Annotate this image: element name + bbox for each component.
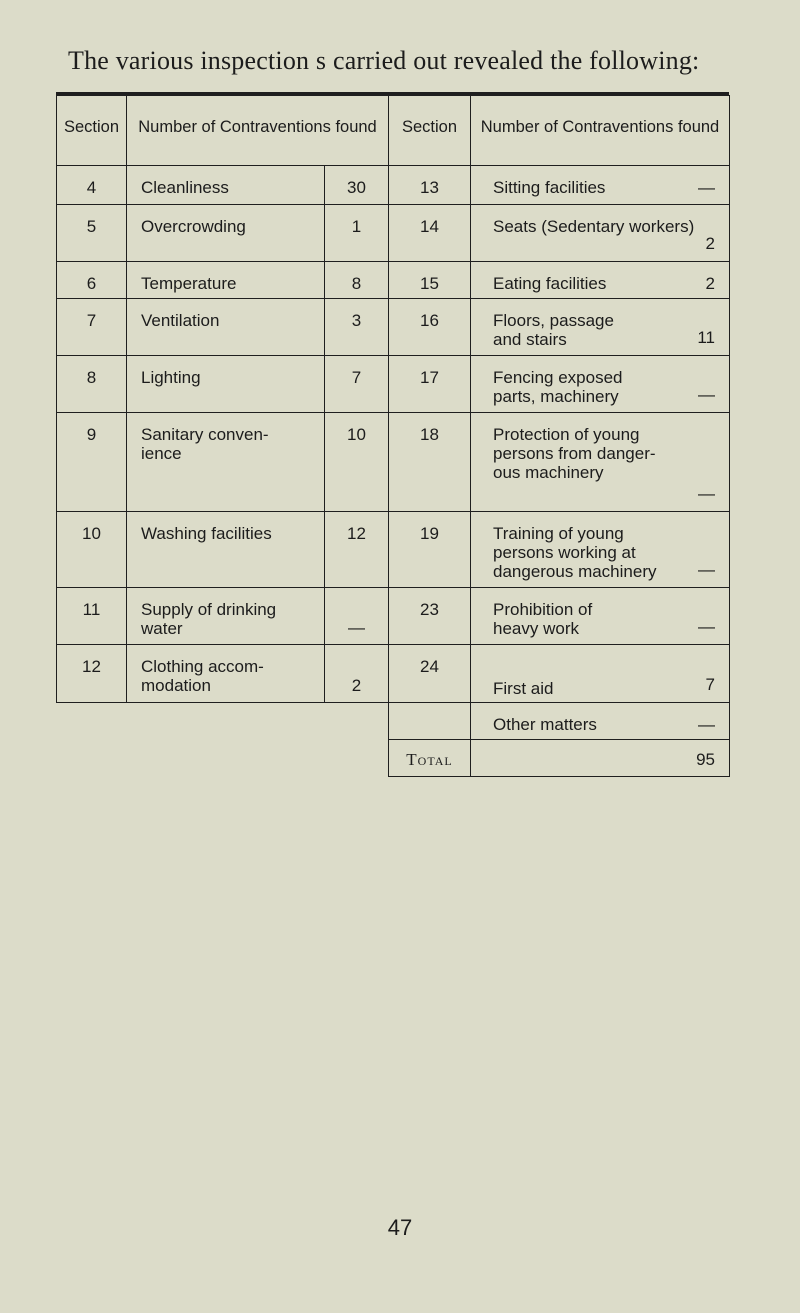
left-item-label: Overcrowding — [127, 205, 325, 262]
right-item-count: 11 — [697, 328, 715, 347]
right-section-number: 17 — [389, 356, 471, 413]
right-item — [471, 645, 730, 703]
other-section-number — [389, 703, 471, 740]
table-row — [57, 588, 730, 645]
other-item — [471, 703, 730, 740]
right-section-number: 23 — [389, 588, 471, 645]
right-section-number: 19 — [389, 512, 471, 588]
right-item-count: — — [698, 484, 715, 503]
left-item-label: Supply of drinking water — [127, 588, 325, 645]
other-item-count: — — [698, 715, 715, 734]
left-item-label: Clothing accom- modation — [127, 645, 325, 703]
right-item-label: Sitting facilities — [493, 178, 606, 197]
table-header-row — [57, 96, 730, 166]
left-item-count: 3 — [325, 299, 389, 356]
left-item-label: Temperature — [127, 262, 325, 299]
total-label: Total — [389, 740, 471, 777]
page-number: 47 — [387, 1215, 413, 1240]
other-matters-row — [57, 703, 730, 740]
left-section-number: 5 — [57, 205, 127, 262]
table-row — [57, 299, 730, 356]
right-section-number: 16 — [389, 299, 471, 356]
left-section-number: 7 — [57, 299, 127, 356]
left-section-number: 10 — [57, 512, 127, 588]
right-item — [471, 413, 730, 512]
total-row — [57, 740, 730, 777]
right-item-count: 2 — [705, 234, 715, 253]
left-section-number: 9 — [57, 413, 127, 512]
right-item-count: — — [698, 617, 715, 636]
right-item — [471, 262, 730, 299]
right-item-label: Training of young persons working at dangerous machinery — [493, 524, 657, 581]
left-item-count: 1 — [325, 205, 389, 262]
right-section-number: 13 — [389, 166, 471, 205]
right-item-label: Prohibition of heavy work — [493, 600, 593, 638]
left-section-number: 4 — [57, 166, 127, 205]
header-section-right: Section — [389, 96, 471, 166]
right-item-label: First aid — [493, 679, 554, 698]
right-section-number: 15 — [389, 262, 471, 299]
right-item-label: Floors, passage and stairs — [493, 311, 614, 349]
right-item — [471, 205, 730, 262]
left-item-count: — — [325, 588, 389, 645]
right-item-label: Protection of young persons from danger- ous machinery — [493, 425, 656, 482]
table-row — [57, 262, 730, 299]
right-section-number: 18 — [389, 413, 471, 512]
left-item-count: 8 — [325, 262, 389, 299]
right-item — [471, 356, 730, 413]
left-item-count: 30 — [325, 166, 389, 205]
contraventions-table — [56, 95, 730, 777]
left-item-count: 10 — [325, 413, 389, 512]
total-count: 95 — [696, 750, 715, 769]
table-row — [57, 205, 730, 262]
right-section-number: 24 — [389, 645, 471, 703]
table-row — [57, 166, 730, 205]
right-item-label: Eating facilities — [493, 274, 607, 293]
right-item-count: — — [698, 178, 715, 197]
header-contraventions-left: Number of Contraventions found — [127, 96, 389, 166]
intro-text: The various inspection s carried out revealed the following: — [68, 46, 700, 75]
right-item-label: Seats (Sedentary workers) — [493, 217, 695, 236]
header-contraventions-right: Number of Contraventions found — [471, 96, 730, 166]
right-item-count: — — [698, 385, 715, 404]
left-item-count: 7 — [325, 356, 389, 413]
left-item-label: Lighting — [127, 356, 325, 413]
left-item-label: Sanitary conven- ience — [127, 413, 325, 512]
right-item — [471, 588, 730, 645]
left-section-number: 8 — [57, 356, 127, 413]
header-section-left: Section — [57, 96, 127, 166]
table-row — [57, 645, 730, 703]
table-row — [57, 413, 730, 512]
right-item-count: 2 — [705, 274, 715, 293]
right-item — [471, 299, 730, 356]
left-section-number: 11 — [57, 588, 127, 645]
right-item — [471, 166, 730, 205]
right-item-label: Fencing exposed parts, machinery — [493, 368, 623, 406]
right-item-count: — — [698, 560, 715, 579]
total-cell — [471, 740, 730, 777]
left-item-label: Ventilation — [127, 299, 325, 356]
left-item-label: Washing facilities — [127, 512, 325, 588]
table-row — [57, 356, 730, 413]
right-section-number: 14 — [389, 205, 471, 262]
left-item-count: 2 — [325, 645, 389, 703]
left-section-number: 12 — [57, 645, 127, 703]
left-item-label: Cleanliness — [127, 166, 325, 205]
right-item — [471, 512, 730, 588]
left-item-count: 12 — [325, 512, 389, 588]
right-item-count: 7 — [705, 675, 715, 694]
other-item-label: Other matters — [493, 715, 597, 734]
table-row — [57, 512, 730, 588]
left-section-number: 6 — [57, 262, 127, 299]
